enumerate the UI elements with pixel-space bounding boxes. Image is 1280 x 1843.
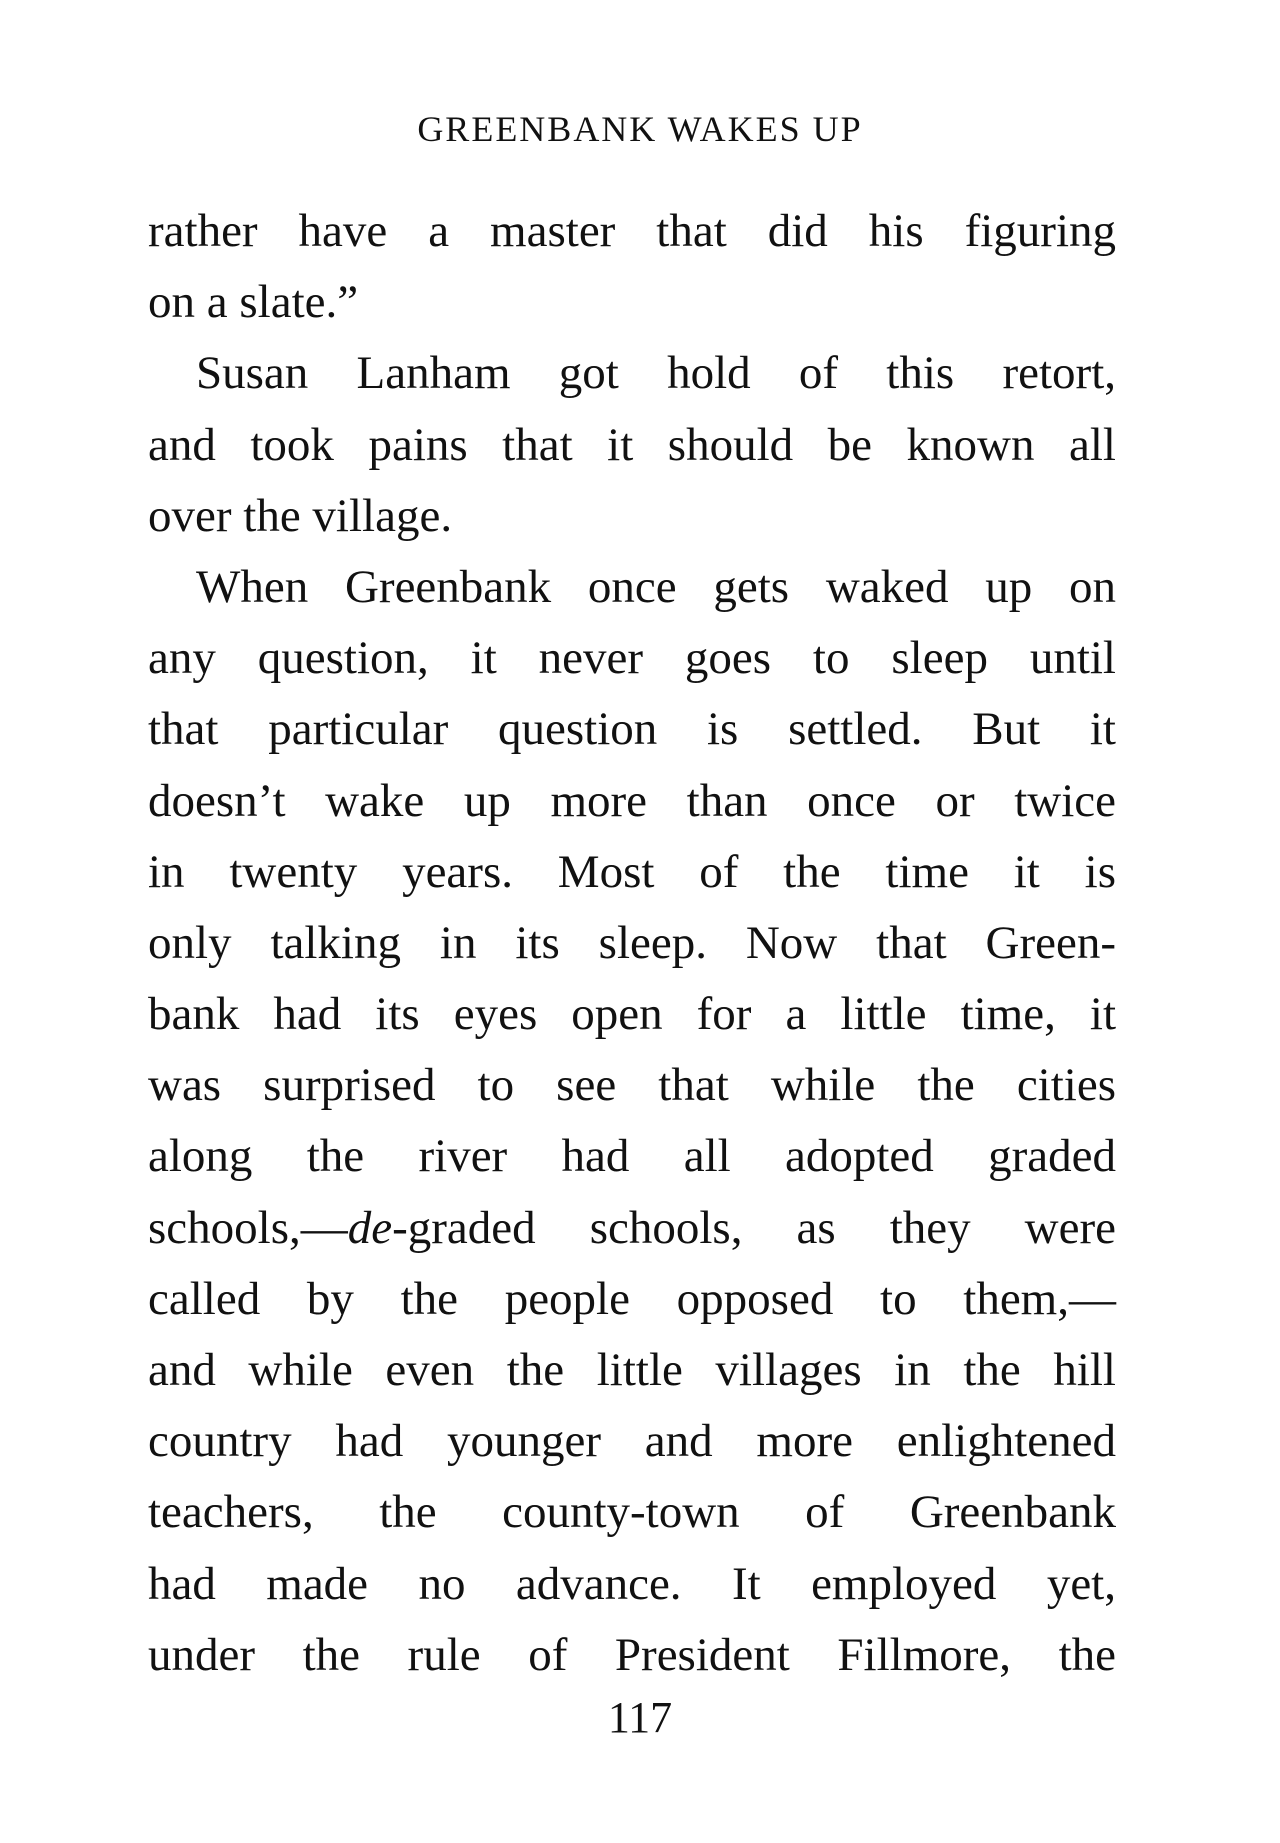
text-line: only talking in its sleep. Now that Green- <box>148 916 1116 969</box>
text-line: under the rule of President Fillmore, the <box>148 1628 1116 1681</box>
text-line: teachers, the county-town of Greenbank <box>148 1486 1116 1539</box>
text-line: When Greenbank once gets waked up on <box>196 560 1116 613</box>
text-segment: -graded schools, as they were <box>392 1201 1116 1254</box>
body-text <box>148 196 1116 1691</box>
page-number: 117 <box>607 1693 673 1742</box>
text-line: along the river had all adopted graded <box>148 1130 1116 1183</box>
text-line: was surprised to see that while the cities <box>148 1059 1116 1112</box>
text-line: doesn’t wake up more than once or twice <box>148 774 1116 827</box>
italic-prefix: de <box>347 1201 393 1254</box>
text-line: Susan Lanham got hold of this retort, <box>196 347 1116 400</box>
text-line: had made no advance. It employed yet, <box>148 1557 1116 1610</box>
text-line: in twenty years. Most of the time it is <box>148 845 1116 898</box>
text-line: any question, it never goes to sleep until <box>148 632 1116 685</box>
text-segment: schools,— <box>148 1201 348 1254</box>
text-line: and while even the little villages in the hill <box>148 1344 1116 1396</box>
text-line: country had younger and more enlightened <box>148 1415 1116 1468</box>
text-line: over the village. <box>148 489 453 542</box>
text-line: and took pains that it should be known all <box>148 418 1116 471</box>
text-line: rather have a master that did his figuring <box>148 205 1116 257</box>
text-line: called by the people opposed to them,— <box>148 1272 1116 1325</box>
text-line: on a slate.” <box>148 276 359 329</box>
text-line: that particular question is settled. But it <box>148 703 1116 756</box>
running-head: GREENBANK WAKES UP <box>417 109 863 149</box>
text-line: bank had its eyes open for a little time, it <box>148 988 1116 1041</box>
text-line <box>148 1193 1116 1264</box>
